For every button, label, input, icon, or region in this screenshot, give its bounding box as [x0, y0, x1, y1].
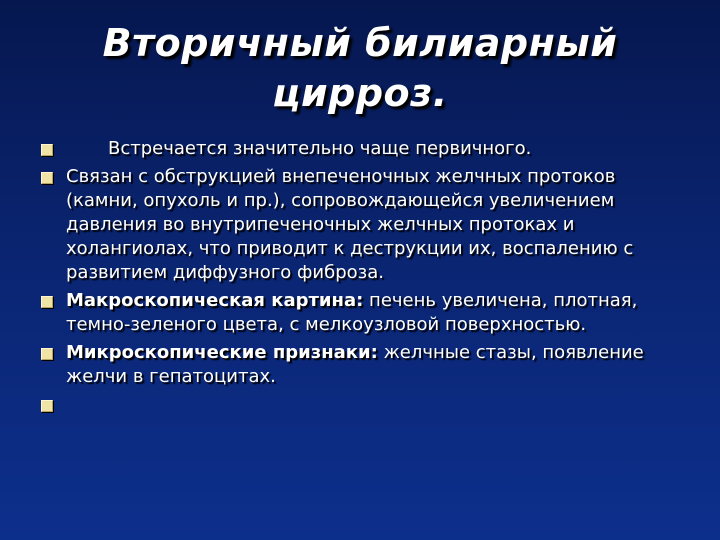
- bullet-item-macroscopic: [40, 289, 690, 337]
- bullet-item-cause: [40, 165, 690, 285]
- bullet-heading: Микроскопические признаки:: [66, 342, 378, 363]
- bullet-text: Встречается значительно чаще первичного.: [108, 138, 532, 159]
- square-bullet-icon: [41, 348, 53, 360]
- square-bullet-icon: [41, 144, 53, 156]
- bullet-text: Связан с обструкцией внепеченочных желчных протоков (камни, опухоль и пр.), сопровождающейся увеличением давления во внутрипеченочных желчных протоках и холангиолах, что приводит к деструкции их, воспалению с развитием диффузного фиброза.: [66, 166, 634, 283]
- slide-title: [40, 18, 680, 118]
- square-bullet-icon: [41, 172, 53, 184]
- title-line-1: Вторичный билиарный: [102, 21, 618, 65]
- bullet-item-empty: [40, 393, 690, 417]
- bullet-heading: Макроскопическая картина:: [66, 290, 364, 311]
- bullet-list: [40, 137, 690, 421]
- bullet-text: печень увеличена, плотная, темно-зеленого цвета, с мелкоузловой поверхностью.: [66, 290, 638, 335]
- bullet-item-frequency: [40, 137, 690, 161]
- square-bullet-icon: [41, 296, 53, 308]
- title-line-2: цирроз.: [272, 71, 448, 115]
- bullet-text: [66, 394, 72, 415]
- bullet-text: желчные стазы, появление желчи в гепатоцитах.: [66, 342, 644, 387]
- bullet-item-microscopic: [40, 341, 690, 389]
- square-bullet-icon: [41, 400, 53, 412]
